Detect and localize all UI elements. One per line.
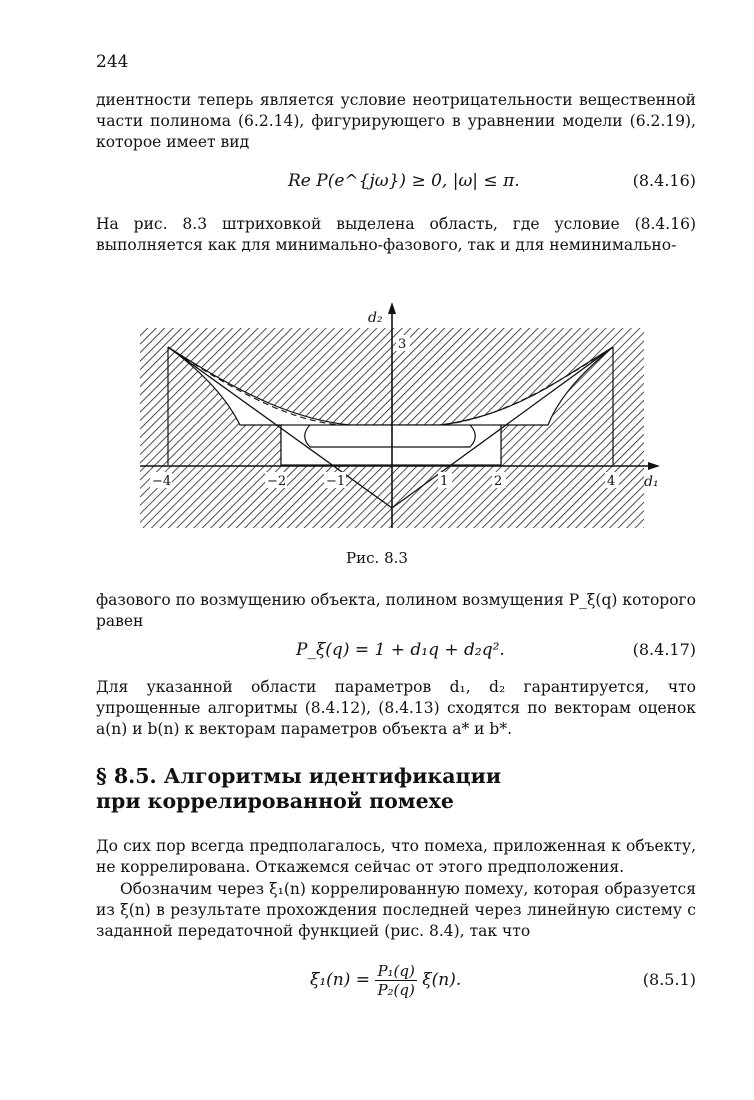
x-tick-label: 2	[494, 474, 503, 489]
paragraph-continuation: диентности теперь является условие неотрицательности вещественной части полинома (6.2.14), фигурирующего в уравнении модели (6.2.19), которое имеет вид	[96, 91, 696, 151]
figure-8-3	[0, 290, 754, 540]
fraction-denominator: P₂(q)	[377, 981, 415, 999]
y-tick-label: 3	[398, 337, 407, 352]
paragraph-convergence: Для указанной области параметров d₁, d₂ гарантируется, что упрощенные алгоритмы (8.4.12), (8.4.13) сходятся по векторам оценок a(n) и b(n) к векторам параметров объекта a* и b*.	[96, 678, 696, 738]
y-axis-label: d₂	[368, 310, 383, 326]
fraction-numerator: P₁(q)	[377, 962, 415, 980]
equation-8-4-16	[96, 171, 696, 195]
equation-rhs: ξ(n).	[422, 970, 462, 990]
equation-8-5-1	[96, 960, 696, 1010]
paragraph-definition: Обозначим через ξ₁(n) коррелированную помеху, которая образуется из ξ(n) в результате прохождения последней через линейную систему с заданной передаточной функцией (рис. 8.4), так что	[96, 880, 696, 940]
x-tick-label: 1	[440, 474, 449, 489]
equation-number: (8.5.1)	[642, 970, 696, 989]
paragraph-figure-intro: На рис. 8.3 штриховкой выделена область, где условие (8.4.16) выполняется как для минимально-фазового, так и для неминимально-	[96, 215, 696, 254]
equation-8-4-17	[96, 640, 696, 664]
figure-caption: Рис. 8.3	[346, 549, 408, 567]
x-tick-label: 4	[607, 474, 616, 489]
paragraph-after-figure: фазового по возмущению объекта, полином возмущения P_ξ(q) которого равен	[96, 591, 697, 630]
equation-number: (8.4.17)	[632, 640, 696, 659]
equation-expression: Re P(e^{jω}) ≥ 0, |ω| ≤ π.	[288, 171, 520, 191]
paragraph-intro: До сих пор всегда предполагалось, что помеха, приложенная к объекту, не коррелирована. Откажемся сейчас от этого предположения.	[96, 837, 696, 876]
equation-expression: P_ξ(q) = 1 + d₁q + d₂q².	[296, 640, 505, 660]
x-axis-label: d₁	[644, 474, 659, 490]
x-tick-label: −4	[152, 474, 172, 489]
section-heading-line: при коррелированной помехе	[96, 789, 454, 813]
section-heading	[96, 764, 696, 814]
x-tick-label: −2	[267, 474, 287, 489]
equation-lhs: ξ₁(n) =	[310, 970, 371, 990]
x-tick-label: −1	[326, 474, 346, 489]
section-heading-line: § 8.5. Алгоритмы идентификации	[96, 764, 502, 788]
fraction	[375, 962, 416, 999]
equation-number: (8.4.16)	[632, 171, 696, 190]
equation-expression	[310, 962, 461, 999]
page-number: 244	[96, 52, 129, 72]
